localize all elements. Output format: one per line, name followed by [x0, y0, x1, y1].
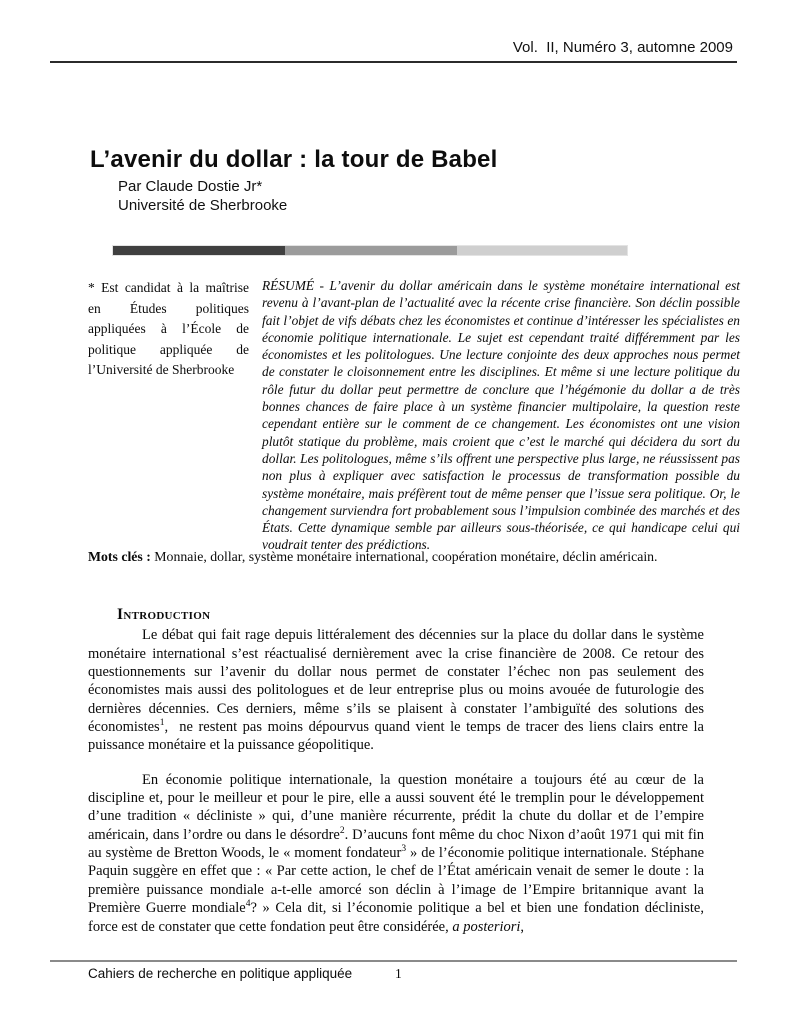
- abstract-text: RÉSUMÉ - L’avenir du dollar américain dans le système monétaire international est revenu à l’avant-plan de l’actualité avec la récente crise financière. Son déclin possible fait l’objet de vifs débats chez les économistes et continue d’intéresser les spécialistes en économie politique internationale. Le sujet est cependant traité différemment par les économistes et les politologues. Une lecture conjointe des deux approches nous permet de constater le cloisonnement entre les disciplines. Et même si une lecture politique du rôle futur du dollar peut permettre de conclure que l’hégémonie du dollar a de très bonnes chances de faire place à un système financier multipolaire, la question reste cependant entière sur le comment de ce changement. Les économistes ont une vision plutôt statique du problème, mais croient que c’est le marché qui décidera du sort du dollar. Les politologues, même s’ils offrent une perspective plus large, ne réussissent pas non plus à expliquer avec satisfaction le processus de transformation possible du système monétaire, mais préfèrent tout de même penser que l’issue sera politique. Or, le changement surviendra fort probablement sous l’impulsion combinée des marchés et des États. Cette dynamique semble par ailleurs sous-théorisée, ce qui handicape celui qui voudrait tenter des prédictions.: [262, 278, 740, 553]
- paragraph-text: Le débat qui fait rage depuis littéralement des décennies sur la place du dollar dans le système monétaire international s’est réactualisé dernièrement avec la crise financière de 2008. Ce retour des questionnements sur l’avenir du dollar nous permet de constater l’échec non pas seulement des économistes mais aussi des politologues et de leur entreprise plus ou moins avouée de futurologie des dernières décennies. Ces derniers, même s’ils se plaisent à constater l’ambiguïté des solutions des économistes: [88, 627, 704, 736]
- footnote-ref-3: 3: [401, 844, 407, 855]
- paragraph-text: ,: [520, 918, 525, 935]
- article-title: L’avenir du dollar : la tour de Babel: [90, 146, 498, 174]
- author-block: [118, 177, 287, 215]
- author-byline: Par Claude Dostie Jr*: [118, 178, 263, 195]
- introduction-section: [88, 606, 704, 936]
- header-rule: [50, 61, 737, 63]
- author-footnote: * Est candidat à la maîtrise en Études politiques appliquées à l’École de politique appliquée de l’Université de Sherbrooke: [88, 280, 249, 377]
- divider-segment-dark: [113, 246, 285, 255]
- section-divider-bar: [113, 246, 627, 255]
- introduction-heading: Introduction: [117, 606, 211, 623]
- paragraph-text: , ne restent pas moins dépourvus quand vient le temps de tracer des liens clairs entre la puissance monétaire et la puissance géopolitique.: [88, 719, 704, 754]
- keywords-text: Monnaie, dollar, système monétaire international, coopération monétaire, déclin américain.: [150, 549, 658, 564]
- divider-segment-light: [457, 246, 627, 255]
- paragraph-text: » de l’économie politique internationale. Stéphane Paquin suggère en effet que : « Par cette action, le chef de l’État américain venait de semer le doute : la première puissance mondiale a-t-elle amorcé son déclin à l’image de l’Empire britannique avant la Première Guerre mondiale: [88, 845, 704, 917]
- paragraph-text: ? » Cela dit, si l’économie politique a bel et bien une fondation décliniste, force est de constater que cette fondation peut être considérée,: [88, 900, 704, 935]
- footnote-ref-2: 2: [339, 825, 345, 836]
- footer-rule: [50, 960, 737, 962]
- header-issue: Vol. II, Numéro 3, automne 2009: [512, 39, 733, 56]
- author-affiliation: Université de Sherbrooke: [118, 197, 288, 214]
- divider-segment-medium: [285, 246, 457, 255]
- keywords-line: [88, 549, 728, 565]
- footer-page-number: 1: [395, 966, 402, 981]
- footnote-ref-4: 4: [245, 899, 251, 910]
- intro-paragraph-1: [88, 626, 704, 754]
- paragraph-text: . D’aucuns font même du choc Nixon d’août 1971 qui mit fin au système de Bretton Woods, le « moment fondateur: [88, 826, 704, 862]
- intro-paragraph-2: [88, 771, 704, 936]
- footer-journal-title: Cahiers de recherche en politique appliquée: [88, 966, 353, 981]
- paragraph-text: En économie politique internationale, la question monétaire a toujours été au cœur de la discipline et, pour le meilleur et pour le pire, elle a aussi souvent été le tremplin pour le développement d’une tradition « décliniste » qui, d’une manière récurrente, prédit la chute du dollar et de l’empire américain, dans l’ordre ou dans le désordre: [88, 771, 704, 843]
- footnote-ref-1: 1: [159, 718, 165, 729]
- latin-phrase: a posteriori: [452, 918, 521, 935]
- keywords-label: Mots clés :: [88, 549, 151, 564]
